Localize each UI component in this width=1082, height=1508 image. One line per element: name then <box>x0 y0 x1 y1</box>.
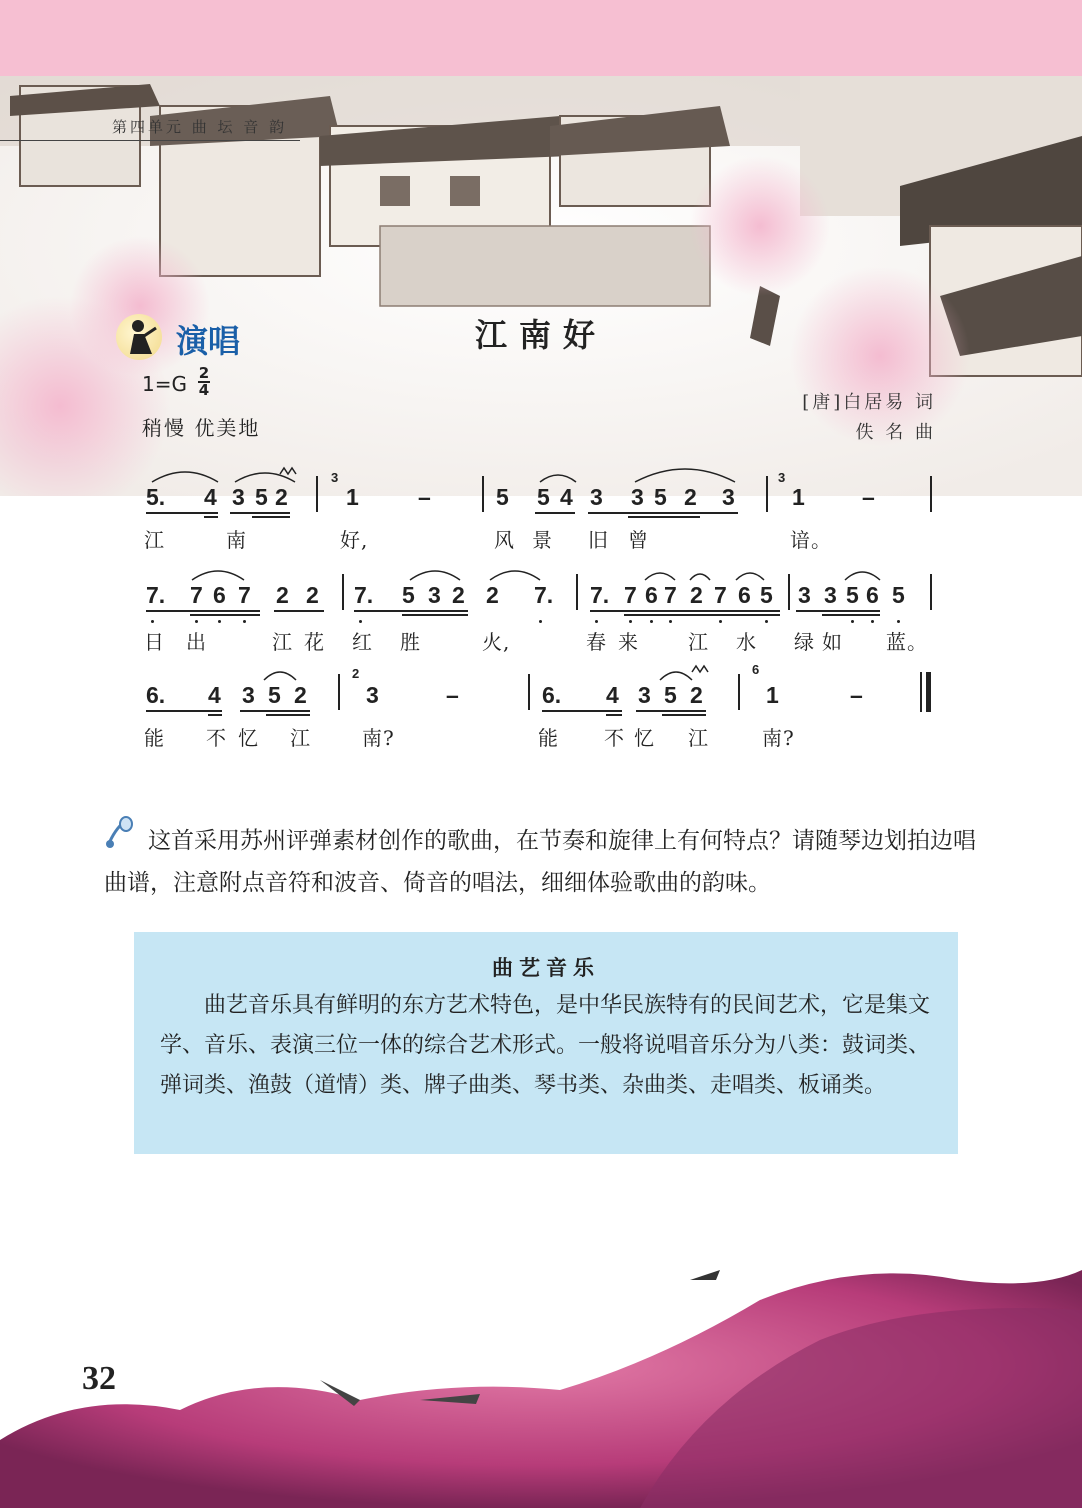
note: 2 <box>486 582 499 608</box>
note: 5 <box>537 484 550 510</box>
note: 5 <box>760 582 773 608</box>
underline <box>274 610 324 612</box>
lyric: 风 <box>494 528 515 552</box>
note: – <box>850 682 863 708</box>
lyric: 旧 <box>588 528 609 552</box>
note: 3 <box>242 682 255 708</box>
underline <box>542 710 622 712</box>
time-signature <box>198 366 210 398</box>
lyricist-credit: [唐]白居易 词 <box>802 392 936 413</box>
note: 3 <box>798 582 811 608</box>
low-octave-dot <box>151 620 154 623</box>
lyric: 水 <box>736 630 757 654</box>
lyric: 花 <box>304 630 325 654</box>
blossom-illustration <box>0 1240 1082 1508</box>
info-box <box>134 932 958 1154</box>
lyric: 胜 <box>400 630 421 654</box>
note: 5 <box>846 582 859 608</box>
info-body: 曲艺音乐具有鲜明的东方艺术特色，是中华民族特有的民间艺术，它是集文学、音乐、表演三位一体的综合艺术形式。一般将说唱音乐分为八类：鼓词类、弹词类、渔鼓（道情）类、牌子曲类、琴书类、杂曲类、走唱类、板诵类。 <box>160 993 931 1098</box>
low-octave-dot <box>765 620 768 623</box>
note: 2 <box>306 582 319 608</box>
underline <box>588 512 738 514</box>
header-divider <box>0 140 300 141</box>
low-octave-dot <box>669 620 672 623</box>
lyric: 好, <box>340 528 369 552</box>
lyric: 江 <box>688 630 709 654</box>
note: 4 <box>606 682 619 708</box>
note: 2 <box>275 484 288 510</box>
low-octave-dot <box>650 620 653 623</box>
note: 3 <box>638 682 651 708</box>
note: 5 <box>664 682 677 708</box>
note: 1 <box>346 484 359 510</box>
grace-note: 2 <box>352 666 360 681</box>
slurs-row-2 <box>140 558 940 588</box>
note: 4 <box>208 682 221 708</box>
mordent-icon <box>692 666 708 672</box>
underline <box>624 614 780 616</box>
low-octave-dot <box>851 620 854 623</box>
underline <box>606 714 622 716</box>
lyric: 南? <box>362 726 395 750</box>
low-octave-dot <box>195 620 198 623</box>
lyric: 曾 <box>628 528 649 552</box>
song-title: 江南好 <box>474 316 607 354</box>
note: 7. <box>146 582 166 608</box>
note: 5 <box>654 484 667 510</box>
mordent-icon <box>280 468 296 474</box>
note: 6 <box>866 582 879 608</box>
note: – <box>418 484 431 510</box>
note: 5 <box>268 682 281 708</box>
note: 4 <box>560 484 573 510</box>
note: 1 <box>766 682 779 708</box>
underline <box>146 610 260 612</box>
note: 1 <box>792 484 805 510</box>
note: 6. <box>146 682 166 708</box>
note: 3 <box>428 582 441 608</box>
lyric: 春 <box>586 630 607 654</box>
info-title: 曲艺音乐 <box>492 955 600 980</box>
lyric: 忆 <box>238 726 259 750</box>
lyric: 能 <box>144 726 165 750</box>
lyric: 南? <box>762 726 795 750</box>
time-numerator: 2 <box>198 364 210 382</box>
slurs-row-1 <box>140 460 940 490</box>
note: 6 <box>645 582 658 608</box>
lyric: 不 <box>604 726 625 750</box>
lyric: 南 <box>226 528 247 552</box>
lyric: 绿 <box>794 630 815 654</box>
underline <box>628 516 700 518</box>
note: 3 <box>631 484 644 510</box>
note: 7 <box>624 582 637 608</box>
low-octave-dot <box>629 620 632 623</box>
tempo-marking: 稍慢 优美地 <box>142 416 261 440</box>
underline <box>796 610 880 612</box>
note: 6 <box>213 582 226 608</box>
underline <box>636 710 706 712</box>
note: 5 <box>402 582 415 608</box>
note: 6 <box>738 582 751 608</box>
section-label: 演唱 <box>176 322 241 360</box>
lyric: 来 <box>618 630 639 654</box>
note: 5 <box>255 484 268 510</box>
note: 7 <box>664 582 677 608</box>
time-denominator: 4 <box>198 381 210 399</box>
note: 7. <box>590 582 610 608</box>
note: 4 <box>204 484 217 510</box>
note: 2 <box>684 484 697 510</box>
lyric: 不 <box>206 726 227 750</box>
underline <box>252 516 290 518</box>
grace-note: 6 <box>752 662 760 677</box>
lyric: 忆 <box>634 726 655 750</box>
note: 3 <box>824 582 837 608</box>
note: 7. <box>354 582 374 608</box>
note: 2 <box>294 682 307 708</box>
underline <box>146 710 222 712</box>
underline <box>208 714 222 716</box>
slurs-row-3 <box>140 658 940 688</box>
note: 2 <box>452 582 465 608</box>
lyric: 能 <box>538 726 559 750</box>
unit-label: 第四单元 曲 坛 音 韵 <box>112 118 288 136</box>
grace-note: 3 <box>778 470 786 485</box>
underline <box>535 512 575 514</box>
low-octave-dot <box>719 620 722 623</box>
low-octave-dot <box>359 620 362 623</box>
lyric: 谙。 <box>790 528 832 552</box>
lyric: 出 <box>186 630 207 654</box>
top-color-band <box>0 0 1082 76</box>
note: 3 <box>722 484 735 510</box>
underline <box>190 614 260 616</box>
question-text: 这首采用苏州评弹素材创作的歌曲，在节奏和旋律上有何特点？请随琴边划拍边唱曲谱，注意附点音符和波音、倚音的唱法，细细体验歌曲的韵味。 <box>104 828 976 896</box>
low-octave-dot <box>871 620 874 623</box>
low-octave-dot <box>539 620 542 623</box>
low-octave-dot <box>897 620 900 623</box>
note: 6. <box>542 682 562 708</box>
note: 5 <box>892 582 905 608</box>
lyric: 如 <box>822 630 843 654</box>
lyric: 景 <box>532 528 553 552</box>
underline <box>590 610 780 612</box>
lyric: 江 <box>144 528 165 552</box>
note: 5. <box>146 484 166 510</box>
underline <box>204 516 218 518</box>
note: 2 <box>690 582 703 608</box>
underline <box>266 714 310 716</box>
low-octave-dot <box>595 620 598 623</box>
page-number: 32 <box>82 1360 116 1397</box>
note: 3 <box>232 484 245 510</box>
note: 3 <box>590 484 603 510</box>
note: 2 <box>690 682 703 708</box>
note: 5 <box>496 484 509 510</box>
underline <box>354 610 468 612</box>
underline <box>146 512 218 514</box>
lyric: 蓝。 <box>886 630 928 654</box>
note: – <box>446 682 459 708</box>
lyric: 江 <box>290 726 311 750</box>
lyric: 火, <box>482 630 511 654</box>
underline <box>662 714 706 716</box>
lyric: 江 <box>272 630 293 654</box>
underline <box>402 614 468 616</box>
lyric: 红 <box>352 630 373 654</box>
underline <box>230 512 290 514</box>
lyric: 江 <box>688 726 709 750</box>
note: 7 <box>238 582 251 608</box>
note: 2 <box>276 582 289 608</box>
low-octave-dot <box>243 620 246 623</box>
note: 3 <box>366 682 379 708</box>
underline <box>822 614 880 616</box>
low-octave-dot <box>218 620 221 623</box>
grace-note: 3 <box>331 470 339 485</box>
key-signature: 1=G <box>142 372 187 396</box>
note: – <box>862 484 875 510</box>
lyric: 日 <box>144 630 165 654</box>
note: 7. <box>534 582 554 608</box>
note: 7 <box>190 582 203 608</box>
underline <box>240 710 310 712</box>
note: 7 <box>714 582 727 608</box>
composer-credit: 佚 名 曲 <box>855 422 936 443</box>
